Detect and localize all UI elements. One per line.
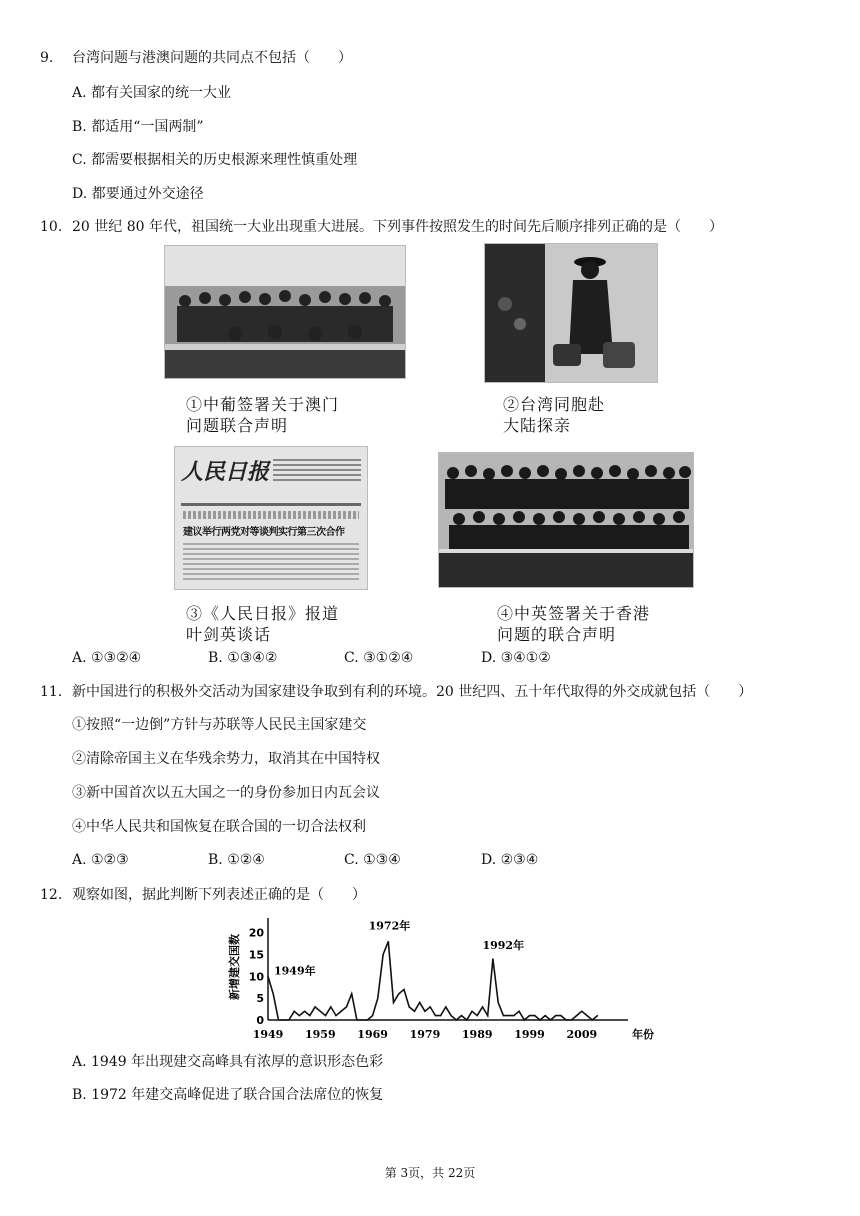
caption-4-line1: ④中英签署关于香港: [497, 604, 651, 623]
data-point: [529, 1015, 530, 1016]
annotation-label: 1949年: [274, 964, 316, 978]
data-point: [498, 1002, 499, 1003]
caption-3-line1: ③《人民日报》报道: [186, 604, 340, 623]
data-point: [398, 993, 399, 994]
data-point: [503, 1015, 504, 1016]
data-point: [414, 1011, 415, 1012]
data-point: [524, 1019, 525, 1020]
peoples-daily-photo: [174, 446, 368, 590]
q10-option-d[interactable]: D. ③④①②: [481, 650, 551, 666]
data-point: [492, 958, 493, 959]
data-point: [518, 1011, 519, 1012]
diplomatic-relations-chart: [224, 914, 654, 1044]
q9-option-b[interactable]: B. 都适用“一国两制”: [72, 119, 204, 135]
data-point: [356, 1019, 357, 1020]
data-point: [382, 954, 383, 955]
caption-4-line2: 问题的联合声明: [497, 625, 617, 644]
data-point: [267, 976, 268, 977]
annotation-label: 1972年: [368, 919, 411, 933]
data-point: [273, 993, 274, 994]
data-point: [466, 1019, 467, 1020]
data-point: [581, 1011, 582, 1012]
data-point: [278, 1019, 279, 1020]
data-point: [571, 1019, 572, 1020]
data-point: [471, 1011, 472, 1012]
data-point: [592, 1019, 593, 1020]
data-point: [419, 1002, 420, 1003]
data-point: [513, 1015, 514, 1016]
q11-number: 11.: [40, 684, 63, 700]
q12-stem-text: 观察如图，据此判断下列表述正确的是（ ）: [72, 887, 366, 903]
data-point: [341, 1011, 342, 1012]
q10-option-b[interactable]: B. ①③④②: [208, 650, 278, 666]
q11-option-a[interactable]: A. ①②③: [72, 852, 129, 868]
data-point: [456, 1019, 457, 1020]
newspaper-masthead: 人民日报: [181, 459, 270, 485]
data-point: [450, 1015, 451, 1016]
data-point: [440, 1015, 441, 1016]
chart-axes: [227, 918, 654, 1041]
y-tick-label: 10: [248, 970, 264, 984]
macau-signing-photo: [164, 245, 406, 379]
data-point: [335, 1015, 336, 1016]
q11-stem-text: 新中国进行的积极外交活动为国家建设争取到有利的环境。20 世纪四、五十年代取得的外交成就包括（ ）: [72, 684, 753, 700]
data-point: [299, 1015, 300, 1016]
caption-1-line2: 问题联合声明: [186, 416, 289, 435]
q11-option-b[interactable]: B. ①②④: [208, 852, 265, 868]
data-point: [362, 1019, 363, 1020]
q9-option-a[interactable]: A. 都有关国家的统一大业: [72, 85, 232, 101]
data-point: [314, 1006, 315, 1007]
data-point: [539, 1019, 540, 1020]
data-point: [576, 1015, 577, 1016]
y-tick-label: 5: [256, 992, 264, 1006]
y-tick-label: 0: [256, 1014, 264, 1027]
q10-option-a[interactable]: A. ①③②④: [72, 650, 142, 666]
q10-stem-text: 20 世纪 80 年代，祖国统一大业出现重大进展。下列事件按照发生的时间先后顺序排列正确的是（ ）: [72, 219, 723, 235]
data-point: [508, 1015, 509, 1016]
data-point: [445, 1006, 446, 1007]
data-point: [545, 1015, 546, 1016]
data-point: [550, 1019, 551, 1020]
q11-stem: [40, 683, 753, 701]
data-point: [482, 1006, 483, 1007]
x-tick-label: 2009: [566, 1028, 598, 1041]
taiwan-visit-illustration: [485, 244, 657, 382]
data-point: [430, 1006, 431, 1007]
x-tick-label: 1949: [252, 1028, 284, 1041]
annotation-label: 1992年: [482, 938, 525, 952]
x-tick-label: 1969: [357, 1028, 388, 1041]
q10-option-c[interactable]: C. ③①②④: [344, 650, 414, 666]
macau-signing-illustration: [165, 246, 405, 378]
hongkong-signing-photo: [438, 452, 694, 588]
q9-stem: [40, 49, 352, 67]
q11-item-1: ①按照“一边倒”方针与苏联等人民民主国家建交: [72, 717, 367, 733]
newspaper-headline: 建议举行两党对等谈判实行第三次合作: [183, 527, 345, 538]
data-point: [309, 1015, 310, 1016]
hongkong-signing-illustration: [439, 453, 693, 587]
data-point: [477, 1015, 478, 1016]
x-axis-label: 年份: [632, 1028, 654, 1041]
data-point: [351, 993, 352, 994]
q12-stem: [40, 886, 366, 904]
chart-annotations: [274, 918, 524, 977]
taiwan-visit-photo: [484, 243, 658, 383]
q12-option-a[interactable]: A. 1949 年出现建交高峰具有浓厚的意识形态色彩: [72, 1054, 384, 1070]
data-point: [304, 1011, 305, 1012]
q12-option-b[interactable]: B. 1972 年建交高峰促进了联合国合法席位的恢复: [72, 1087, 384, 1103]
data-point: [597, 1015, 598, 1016]
data-point: [586, 1015, 587, 1016]
q9-number: 9.: [40, 50, 54, 66]
q10-number: 10.: [40, 219, 63, 235]
data-point: [461, 1015, 462, 1016]
q9-stem-text: 台湾问题与港澳问题的共同点不包括（ ）: [72, 50, 352, 66]
data-point: [372, 1015, 373, 1016]
q11-item-2: ②清除帝国主义在华残余势力，取消其在中国特权: [72, 751, 380, 767]
data-point: [377, 998, 378, 999]
data-point: [288, 1019, 289, 1020]
q9-option-d[interactable]: D. 都要通过外交途径: [72, 186, 204, 202]
y-tick-label: 20: [248, 926, 264, 940]
y-axis-label: 新增建交国数: [228, 934, 241, 1000]
data-point: [283, 1019, 284, 1020]
data-point: [409, 1006, 410, 1007]
caption-1-line1: ①中葡签署关于澳门: [186, 395, 340, 414]
data-point: [555, 1015, 556, 1016]
caption-2-line2: 大陆探亲: [503, 416, 572, 435]
newspaper-header-text: [273, 459, 361, 481]
x-tick-label: 1979: [409, 1028, 441, 1041]
data-point: [435, 1015, 436, 1016]
newspaper-rule: [181, 503, 361, 506]
data-point: [566, 1019, 567, 1020]
data-point: [346, 1006, 347, 1007]
data-point: [388, 941, 389, 942]
data-point: [325, 1015, 326, 1016]
q11-item-3: ③新中国首次以五大国之一的身份参加日内瓦会议: [72, 785, 380, 801]
q11-item-4: ④中华人民共和国恢复在联合国的一切合法权利: [72, 819, 366, 835]
chart-ticks: [249, 927, 597, 1041]
y-tick-label: 15: [248, 948, 264, 962]
data-point: [330, 1006, 331, 1007]
data-point: [424, 1011, 425, 1012]
data-point: [560, 1015, 561, 1016]
caption-2-line1: ②台湾同胞赴: [503, 395, 606, 414]
caption-3-line2: 叶剑英谈话: [186, 625, 272, 644]
x-tick-label: 1989: [461, 1028, 493, 1041]
data-point: [320, 1011, 321, 1012]
q10-stem: [40, 218, 723, 236]
x-tick-label: 1959: [304, 1028, 336, 1041]
data-point: [294, 1011, 295, 1012]
q9-option-c[interactable]: C. 都需要根据相关的历史根源来理性慎重处理: [72, 152, 358, 168]
data-point: [403, 989, 404, 990]
data-point: [367, 1019, 368, 1020]
data-point: [487, 1015, 488, 1016]
data-point: [393, 1002, 394, 1003]
newspaper-body-text: [183, 543, 359, 583]
series-line: [268, 942, 598, 1021]
chart-series: [267, 941, 598, 1021]
newspaper-subline: [183, 511, 359, 519]
data-point: [534, 1015, 535, 1016]
q11-option-c[interactable]: C. ①③④: [344, 852, 401, 868]
q11-option-d[interactable]: D. ②③④: [481, 852, 539, 868]
page-footer: 第 3页，共 22页: [384, 1166, 476, 1180]
x-tick-label: 1999: [514, 1028, 545, 1041]
q12-number: 12.: [40, 887, 63, 903]
